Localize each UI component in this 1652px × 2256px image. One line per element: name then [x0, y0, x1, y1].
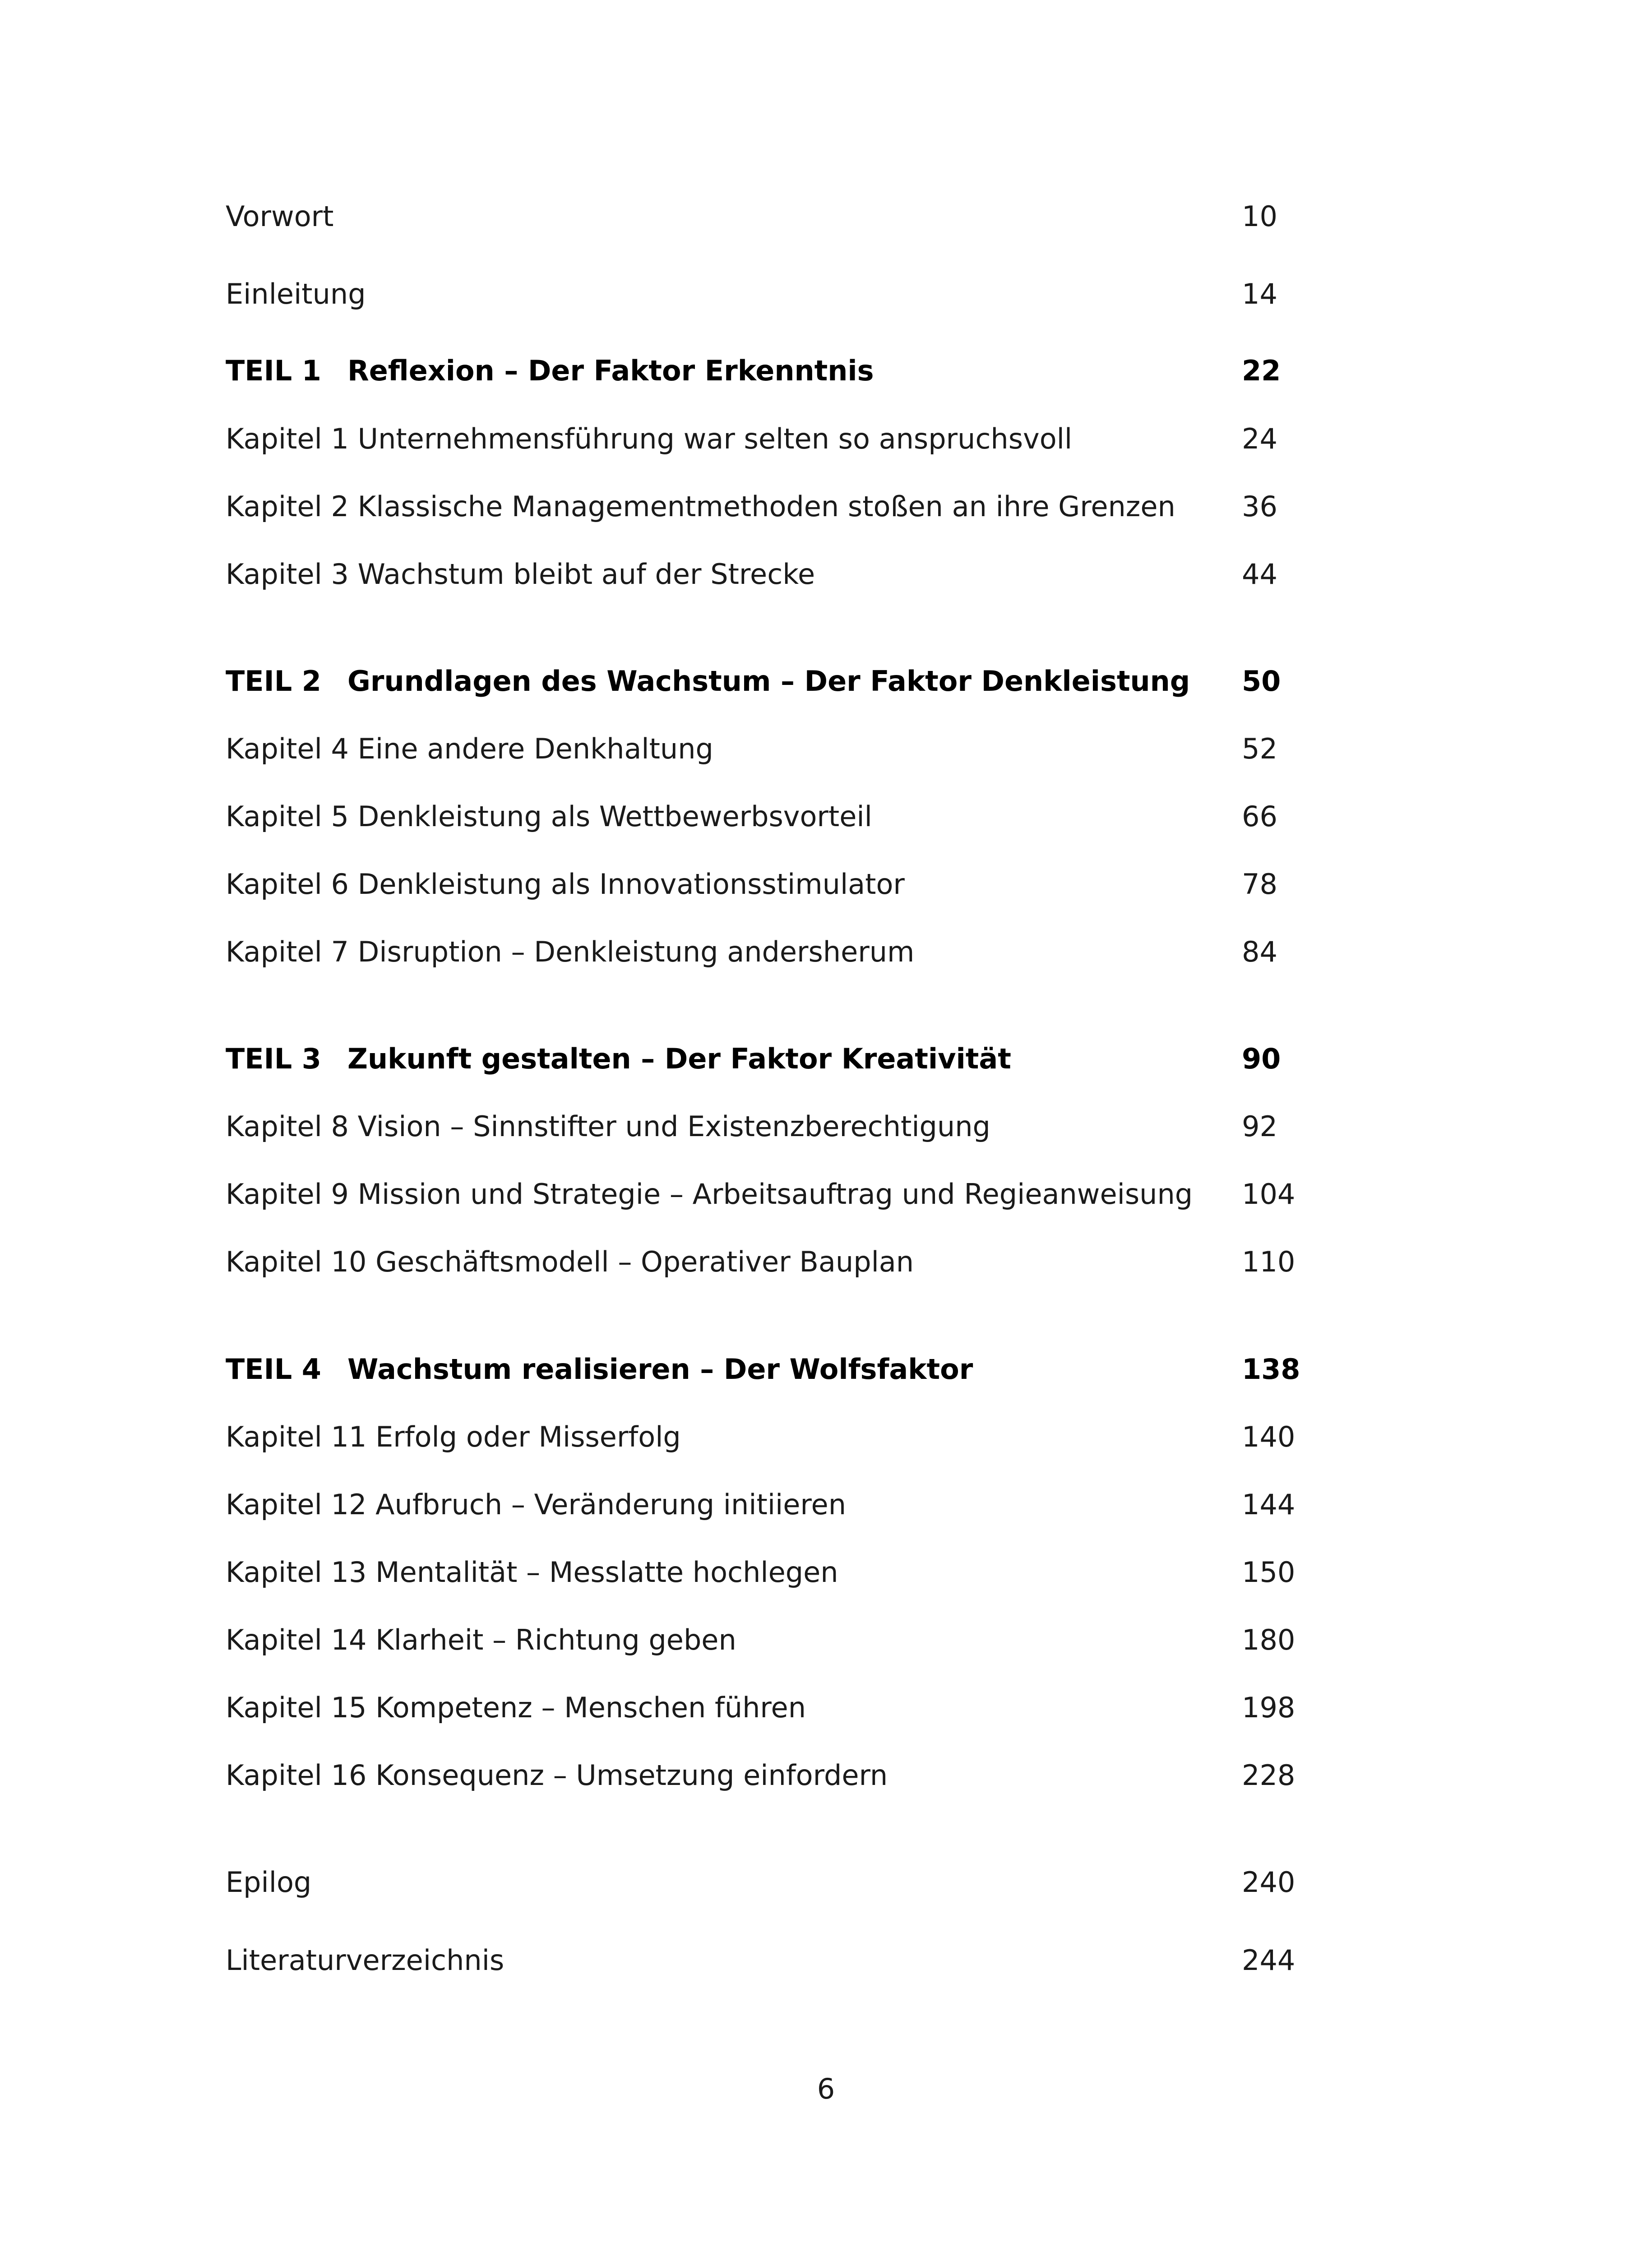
toc-entry-kapitel-8 — [226, 1100, 1309, 1154]
toc-entry-page: 44 — [1242, 558, 1277, 591]
toc-entry-page: 10 — [1242, 200, 1277, 233]
toc-entry-label: Kapitel 8 Vision – Sinnstifter und Existenzberechtigung — [226, 1110, 990, 1143]
toc-entry-kapitel-14 — [226, 1613, 1309, 1667]
toc-entry-kapitel-10 — [226, 1235, 1309, 1289]
toc-entry-page: 150 — [1242, 1556, 1296, 1589]
toc-entry-label: Literaturverzeichnis — [226, 1944, 504, 1977]
page-number: 6 — [817, 2072, 835, 2105]
toc-entry-label: Kapitel 13 Mentalität – Messlatte hochlegen — [226, 1556, 838, 1589]
toc-part-number: TEIL 4 — [226, 1353, 321, 1386]
toc-entry-label: Kapitel 5 Denkleistung als Wettbewerbsvorteil — [226, 800, 872, 833]
toc-entry-kapitel-15 — [226, 1681, 1309, 1735]
toc-entry-label: Kapitel 12 Aufbruch – Veränderung initiieren — [226, 1488, 846, 1521]
toc-entry-vorwort — [226, 190, 1309, 244]
toc-entry-page: 36 — [1242, 490, 1277, 523]
toc-entry-label: Kapitel 4 Eine andere Denkhaltung — [226, 732, 713, 765]
toc-entry-label: Kapitel 2 Klassische Managementmethoden stoßen an ihre Grenzen — [226, 490, 1175, 523]
toc-entry-kapitel-4 — [226, 722, 1309, 776]
toc-entry-page: 24 — [1242, 422, 1277, 455]
toc-entry-label: Kapitel 6 Denkleistung als Innovationsstimulator — [226, 868, 905, 901]
toc-entry-kapitel-7 — [226, 925, 1309, 979]
toc-entry-page: 240 — [1242, 1866, 1296, 1899]
toc-entry-page: 50 — [1242, 665, 1281, 698]
toc-entry-page: 84 — [1242, 935, 1277, 968]
toc-entry-kapitel-16 — [226, 1748, 1309, 1803]
toc-entry-label: Epilog — [226, 1866, 312, 1899]
toc-part-number: TEIL 2 — [226, 665, 321, 698]
toc-entry-label: Kapitel 9 Mission und Strategie – Arbeitsauftrag und Regieanweisung — [226, 1178, 1193, 1211]
toc-entry-page: 138 — [1242, 1353, 1300, 1386]
toc-entry-label: Einleitung — [226, 277, 366, 310]
toc-entry-label: Kapitel 3 Wachstum bleibt auf der Strecke — [226, 558, 815, 591]
toc-entry-label: Vorwort — [226, 200, 334, 233]
toc-entry-page: 52 — [1242, 732, 1277, 765]
toc-entry-page: 78 — [1242, 868, 1277, 901]
toc-entry-label: Kapitel 11 Erfolg oder Misserfolg — [226, 1420, 681, 1453]
toc-entry-page: 92 — [1242, 1110, 1277, 1143]
toc-part-title: Wachstum realisieren – Der Wolfsfaktor — [347, 1353, 973, 1386]
toc-part-title: Reflexion – Der Faktor Erkenntnis — [347, 354, 874, 387]
toc-entry-kapitel-3 — [226, 547, 1309, 601]
toc-entry-page: 90 — [1242, 1042, 1281, 1075]
toc-entry-kapitel-5 — [226, 790, 1309, 844]
toc-entry-kapitel-6 — [226, 857, 1309, 911]
toc-entry-kapitel-2 — [226, 480, 1309, 534]
toc-entry-page: 14 — [1242, 277, 1277, 310]
toc-part-2 — [226, 654, 1309, 708]
toc-entry-literaturverzeichnis — [226, 1933, 1309, 1988]
toc-entry-kapitel-1 — [226, 412, 1309, 466]
toc-part-number: TEIL 1 — [226, 354, 321, 387]
toc-entry-label: Kapitel 10 Geschäftsmodell – Operativer Bauplan — [226, 1245, 914, 1278]
toc-entry-kapitel-11 — [226, 1410, 1309, 1464]
toc-part-title: Grundlagen des Wachstum – Der Faktor Denkleistung — [347, 665, 1190, 698]
toc-entry-label: Kapitel 14 Klarheit – Richtung geben — [226, 1623, 736, 1656]
toc-entry-kapitel-9 — [226, 1167, 1309, 1221]
toc-entry-page: 104 — [1242, 1178, 1296, 1211]
toc-entry-label: Kapitel 7 Disruption – Denkleistung andersherum — [226, 935, 915, 968]
toc-entry-kapitel-13 — [226, 1545, 1309, 1600]
toc-entry-einleitung — [226, 267, 1309, 321]
toc-part-4 — [226, 1342, 1309, 1396]
toc-part-3 — [226, 1032, 1309, 1086]
toc-entry-page: 22 — [1242, 354, 1281, 387]
toc-entry-page: 198 — [1242, 1691, 1296, 1724]
toc-entry-page: 244 — [1242, 1944, 1296, 1977]
toc-entry-page: 144 — [1242, 1488, 1296, 1521]
toc-entry-label: Kapitel 15 Kompetenz – Menschen führen — [226, 1691, 806, 1724]
toc-entry-page: 66 — [1242, 800, 1277, 833]
toc-entry-page: 180 — [1242, 1623, 1296, 1656]
toc-part-title: Zukunft gestalten – Der Faktor Kreativität — [347, 1042, 1011, 1075]
toc-entry-kapitel-12 — [226, 1478, 1309, 1532]
toc-entry-page: 140 — [1242, 1420, 1296, 1453]
toc-entry-page: 110 — [1242, 1245, 1296, 1278]
toc-entry-label: Kapitel 16 Konsequenz – Umsetzung einfordern — [226, 1759, 888, 1792]
toc-entry-page: 228 — [1242, 1759, 1296, 1792]
toc-part-number: TEIL 3 — [226, 1042, 321, 1075]
toc-entry-epilog — [226, 1855, 1309, 1909]
toc-part-1 — [226, 344, 1309, 398]
toc-entry-label: Kapitel 1 Unternehmensführung war selten so anspruchsvoll — [226, 422, 1073, 455]
